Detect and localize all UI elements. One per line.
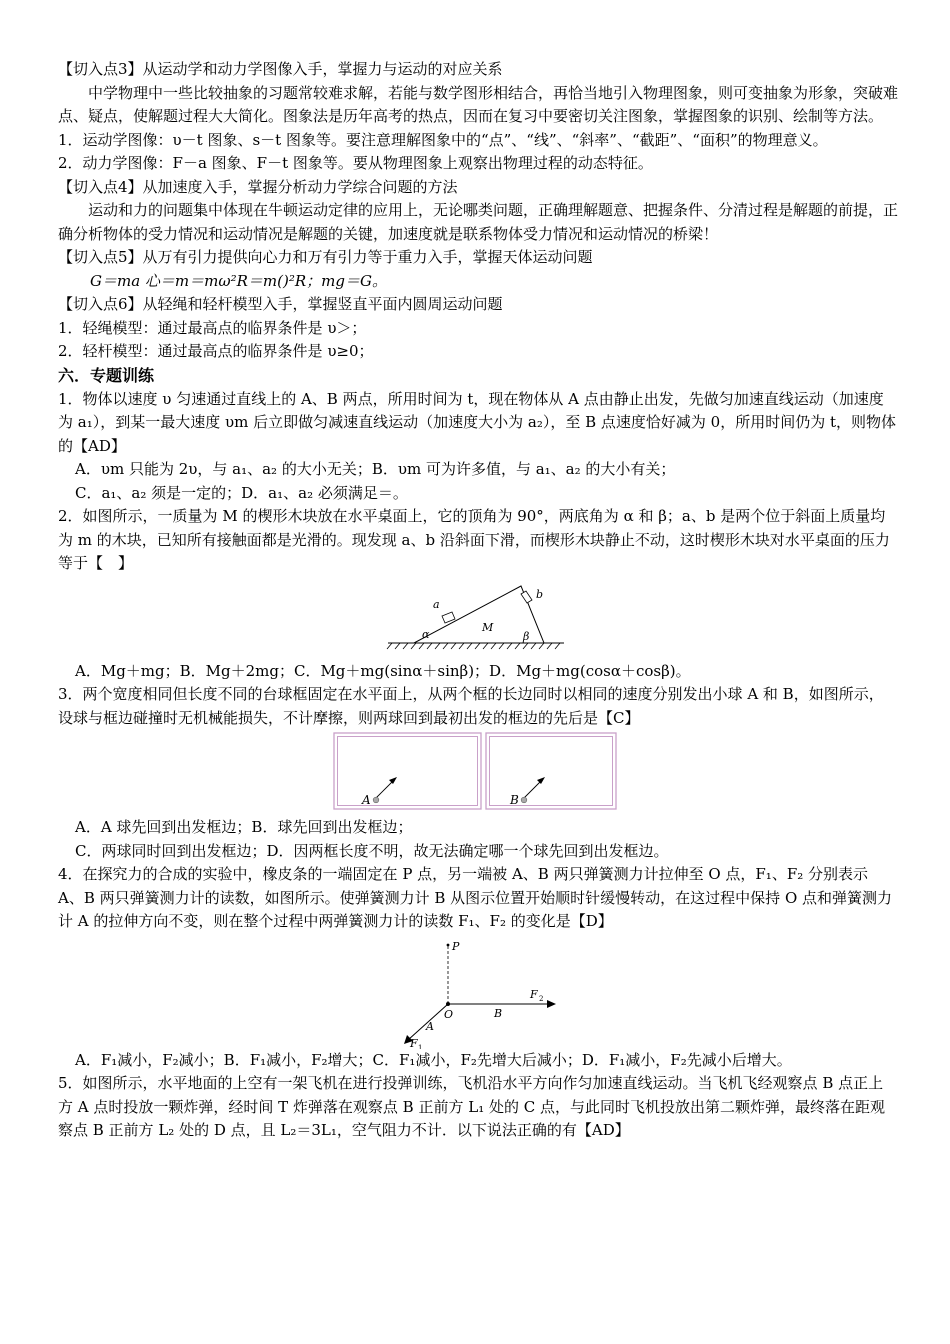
question-3-options-ab: A．A 球先回到出发框边；B．球先回到出发框边； bbox=[75, 818, 413, 836]
meter-b-label: B bbox=[494, 1006, 503, 1020]
ball-a-label: A bbox=[362, 793, 371, 807]
section-six-heading: 六．专题训练 bbox=[58, 365, 155, 385]
document-page bbox=[58, 58, 898, 1143]
question-2-options: A．Mg＋mg；B．Mg＋2mg；C．Mg＋mg(sinα＋sinβ)；D．Mg＋mg(cosα＋cosβ)。 bbox=[75, 661, 691, 680]
meter-a-label: A bbox=[426, 1019, 434, 1033]
force-f2-label: F bbox=[530, 987, 538, 1001]
force-diagram bbox=[58, 934, 898, 1049]
graph-method-paragraph: 中学物理中一些比较抽象的习题常较难求解，若能与数学图形相结合，再恰当地引入物理图象，则可变抽象为形象，突破难点、疑点，使解题过程大大简化。图象法是历年高考的热点，因而在复习中要密切关注图象，掌握图象的识别、绘制等方法。 bbox=[58, 83, 899, 125]
question-5-stem: 5．如图所示，水平地面的上空有一架飞机在进行投弹训练，飞机沿水平方向作匀加速直线运动。当飞机飞经观察点 B 点正上方 A 点时投放一颗炸弹，经时间 T 炸弹落在观察点 B 正前方 L₁ 处的 C 点，与此同时飞机投放出第二颗炸弹，最终落在距观察点 B 正前方 L₂ 处的 D 点，且 L₂＝3L₁，空气阻力不计．以下说法正确的有【AD】 bbox=[58, 1074, 885, 1139]
wedge-diagram bbox=[58, 576, 898, 660]
question-3-stem: 3．两个宽度相同但长度不同的台球框固定在水平面上，从两个框的长边同时以相同的速度分别发出小球 A 和 B，如图所示，设球与框边碰撞时无机械能损失，不计摩擦，则两球回到最初出发的框边的先后是【C】 bbox=[58, 685, 884, 727]
gravitation-formula: G＝ma 心＝m＝mω²R＝m()²R；mg＝G。 bbox=[90, 271, 387, 290]
force-f1-label: F bbox=[410, 1036, 418, 1049]
point-o-label: O bbox=[444, 1007, 454, 1021]
billiard-diagram bbox=[58, 730, 898, 816]
wedge-figure bbox=[58, 576, 898, 660]
angle-beta-label: β bbox=[523, 629, 530, 643]
ball-b-label: B bbox=[510, 793, 519, 807]
billiard-figure bbox=[58, 730, 898, 816]
question-1-options-cd: C．a₁、a₂ 须是一定的；D．a₁、a₂ 必须满足＝。 bbox=[75, 483, 408, 502]
kinematics-graph-item: 1．运动学图像：υ－t 图象、s－t 图象等。要注意理解图象中的“点”、“线”、“斜率”、“截距”、“面积”的物理意义。 bbox=[58, 130, 828, 149]
question-1-stem: 1．物体以速度 υ 匀速通过直线上的 A、B 两点，所用时间为 t，现在物体从 A 点由静止出发，先做匀加速直线运动（加速度为 a₁），到某一最大速度 υm 后立即做匀减速直线运动（加速度大小为 a₂），至 B 点速度恰好减为 0，所用时间仍为 t，则物体的【AD】 bbox=[58, 389, 896, 455]
point-p-label: P bbox=[452, 939, 460, 953]
angle-alpha-label: α bbox=[422, 627, 430, 641]
rod-model-item: 2．轻杆模型：通过最高点的临界条件是 υ≥0； bbox=[58, 342, 374, 360]
wedge-m-label: M bbox=[482, 620, 494, 634]
force-f1-subscript: 1 bbox=[418, 1043, 423, 1049]
force-figure bbox=[58, 934, 898, 1049]
acceleration-paragraph: 运动和力的问题集中体现在牛顿运动定律的应用上，无论哪类问题，正确理解题意、把握条件、分清过程是解题的前提，正确分析物体的受力情况和运动情况是解题的关键，加速度就是联系物体受力情况和运动情况的桥梁！ bbox=[58, 201, 899, 243]
block-a-label: a bbox=[433, 597, 440, 611]
question-1-options-ab: A．υm 只能为 2υ，与 a₁、a₂ 的大小无关；B．υm 可为许多值，与 a₁、a₂ 的大小有关； bbox=[75, 460, 676, 478]
rope-model-item: 1．轻绳模型：通过最高点的临界条件是 υ＞； bbox=[58, 318, 367, 337]
question-4-options: A．F₁减小，F₂减小；B．F₁减小，F₂增大；C．F₁减小，F₂先增大后减小；D．F₁减小，F₂先减小后增大。 bbox=[75, 1050, 792, 1069]
question-2-stem: 2．如图所示，一质量为 M 的楔形木块放在水平桌面上，它的顶角为 90°，两底角为 α 和 β；a、b 是两个位于斜面上质量均为 m 的木块，已知所有接触面都是光滑的。现发现 a、b 沿斜面下滑，而楔形木块静止不动，这时楔形木块对水平桌面的压力等于【 】 bbox=[58, 507, 890, 572]
block-b-label: b bbox=[536, 587, 544, 601]
dynamics-graph-item: 2．动力学图像：F－a 图象、F－t 图象等。要从物理图象上观察出物理过程的动态特征。 bbox=[58, 154, 653, 172]
question-4-stem: 4．在探究力的合成的实验中，橡皮条的一端固定在 P 点，另一端被 A、B 两只弹簧测力计拉伸至 O 点，F₁、F₂ 分别表示 A、B 两只弹簧测力计的读数，如图所示。使弹簧测力计 B 从图示位置开始顺时针缓慢转动，在这过程中保持 O 点和弹簧测力计 A 的拉伸方向不变，则在整个过程中两弹簧测力计的读数 F₁、F₂ 的变化是【D】 bbox=[58, 865, 893, 930]
entry-point-4-heading: 【切入点4】从加速度入手，掌握分析动力学综合问题的方法 bbox=[58, 177, 458, 196]
force-f2-subscript: 2 bbox=[539, 994, 544, 1003]
entry-point-3-heading: 【切入点3】从运动学和动力学图像入手，掌握力与运动的对应关系 bbox=[58, 60, 503, 78]
question-3-options-cd: C．两球同时回到出发框边；D．因两框长度不明，故无法确定哪一个球先回到出发框边。 bbox=[75, 841, 669, 860]
entry-point-6-heading: 【切入点6】从轻绳和轻杆模型入手，掌握竖直平面内圆周运动问题 bbox=[58, 295, 503, 313]
entry-point-5-heading: 【切入点5】从万有引力提供向心力和万有引力等于重力入手，掌握天体运动问题 bbox=[58, 248, 593, 266]
